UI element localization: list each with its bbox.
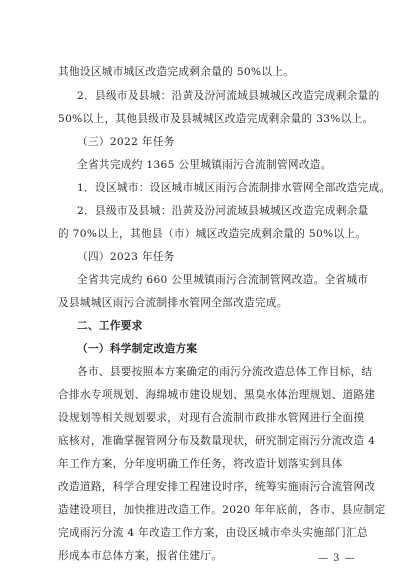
paragraph-line: 各市、县要按照本方案确定的雨污分流改造总体工作目标，结 [77,366,373,378]
section-heading-2023: （四）2023 年任务 [77,251,175,263]
paragraph-line: 2．县级市及县城：沿黄及汾河流域县城城区改造完成剩余量的 [77,90,380,102]
paragraph-line: 完成雨污分流 4 年改造工作方案，由设区城市牵头实施部门汇总 [58,527,369,539]
paragraph-line: 年工作方案，分年度明确工作任务，将改造计划落实到具体 [58,458,343,470]
paragraph-line: 其他设区城市城区改造完成剩余量的 50%以上。 [58,66,295,78]
paragraph-line: 及县城城区雨污合流制排水管网全部改造完成。 [58,297,288,309]
section-heading-work-requirements: 二、工作要求 [77,320,143,332]
paragraph-line: 全省共完成约 1365 公里城镇雨污合流制管网改造。 [77,159,332,171]
paragraph-line: 底核对，准确掌握管网分布及数量现状，研究制定雨污分流改造 4 [58,435,376,447]
paragraph-line: 形成本市总体方案，报省住建厅。 [58,550,223,562]
page-number: — 3 — [318,553,356,564]
paragraph-line: 合排水专项规划、海绵城市建设规划、黑臭水体治理规划、道路建 [58,389,376,401]
paragraph-line: 全省共完成约 660 公里城镇雨污合流制管网改造。全省城市 [77,274,369,286]
paragraph-line: 造建设项目，加快推进改造工作。2020 年年底前，各市、县应制定 [58,504,386,516]
subsection-heading-plan: （一）科学制定改造方案 [77,343,198,355]
paragraph-line: 改造道路，科学合理安排工程建设时序，统筹实施雨污合流管网改 [58,481,376,493]
paragraph-line: 设规划等相关规划要求，对现有合流制市政排水管网进行全面摸 [58,412,365,424]
paragraph-line: 2．县级市及县城：沿黄及汾河流域县城城区改造完成剩余量 [77,205,369,217]
section-heading-2022: （三）2022 年任务 [77,136,175,148]
paragraph-line: 的 70%以上，其他县（市）城区改造完成剩余量的 50%以上。 [58,228,367,240]
paragraph-line: 50%以上，其他县级市及县城城区改造完成剩余量的 33%以上。 [58,113,374,125]
paragraph-line: 1．设区城市：设区城市城区雨污合流制排水管网全部改造完成。 [77,182,391,194]
